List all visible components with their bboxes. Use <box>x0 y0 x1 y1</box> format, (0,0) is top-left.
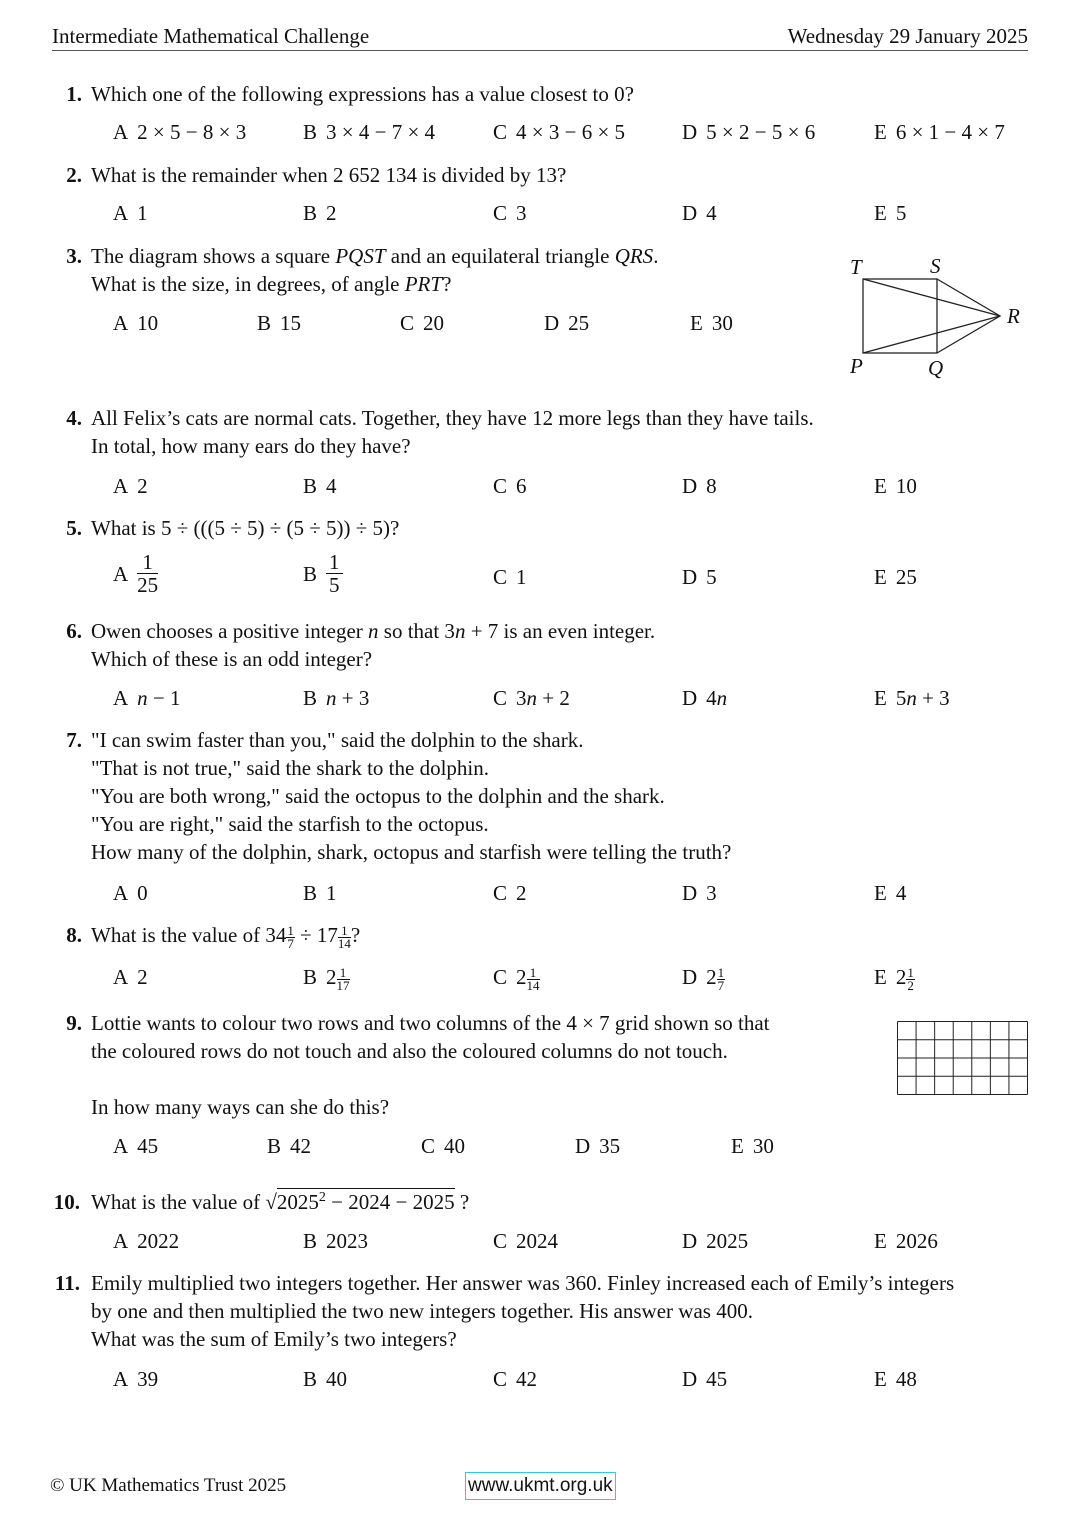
option-c: C 1 <box>493 565 527 589</box>
option-a: A $\frac{1}{25}$ <box>113 550 159 597</box>
label-p: P <box>850 354 863 378</box>
question-number: 11. <box>54 1271 80 1295</box>
question-number: 6. <box>66 619 82 643</box>
question-text: What is 5 ÷ (((5 ÷ 5) ÷ (5 ÷ 5)) ÷ 5)? <box>91 516 400 540</box>
option-e: E 2026 <box>874 1229 938 1253</box>
option-a: A 2 <box>113 474 148 498</box>
option-c: C 2 $\frac{1}{14}$ <box>493 964 540 993</box>
option-b: B 3 × 4 − 7 × 4 <box>303 120 436 144</box>
option-e: E 25 <box>874 565 917 589</box>
option-d: D 35 <box>575 1134 621 1158</box>
option-c: C 6 <box>493 474 527 498</box>
question-text: "I can swim faster than you," said the dolphin to the shark. "That is not true," said the shark to the dolphin. "You are both wrong," said the octopus to the dolphin and the shark. "You are right," said the starfish to the octopus. How many of the dolphin, shark, octopus and starfish were telling the truth? <box>91 728 732 864</box>
option-e: E 30 <box>731 1134 774 1158</box>
question-text: What is the value of 34 $\frac{1}{7}$ ÷ 17 $\frac{1}{14}$ ? <box>91 922 361 951</box>
question-number: 2. <box>66 163 82 187</box>
option-e: E 30 <box>690 311 733 335</box>
grid-4x7-diagram <box>897 1021 1028 1095</box>
option-a: A 0 <box>113 881 148 905</box>
footer-link[interactable]: www.ukmt.org.uk <box>465 1472 616 1500</box>
question-text: Emily multiplied two integers together. Her answer was 360. Finley increased each of Emily’s integers by one and then multiplied the two new integers together. His answer was 400. What was the sum of Emily’s two integers? <box>91 1271 955 1351</box>
option-a: A 2 <box>113 965 148 989</box>
option-e: E 4 <box>874 881 907 905</box>
option-d: D 5 <box>682 565 717 589</box>
question-number: 10. <box>53 1190 80 1214</box>
label-q: Q <box>928 356 944 380</box>
option-d: D 5 × 2 − 5 × 6 <box>682 120 816 144</box>
question-text: Lottie wants to colour two rows and two columns of the 4 × 7 grid shown so that the coloured rows do not touch and also the coloured columns do not touch. In how many ways can she do this? <box>91 1011 770 1119</box>
option-d: D 4n <box>682 686 728 710</box>
question-number: 8. <box>66 923 82 947</box>
option-a: A 45 <box>113 1134 159 1158</box>
option-c: C 42 <box>493 1367 538 1391</box>
question-text: Owen chooses a positive integer n so that 3n + 7 is an even integer. Which of these is an odd integer? <box>91 619 656 671</box>
square-triangle-diagram <box>840 252 1030 382</box>
option-b: B 40 <box>303 1367 348 1391</box>
triangle-qrs <box>937 279 1000 353</box>
label-t: T <box>850 255 862 279</box>
option-c: C 20 <box>400 311 445 335</box>
option-b: B 15 <box>257 311 302 335</box>
question-text: What is the value of $√2025^2 - 2024 - 2025$ ? <box>91 1190 470 1214</box>
option-e: E 6 × 1 − 4 × 7 <box>874 120 1005 144</box>
option-d: D 45 <box>682 1367 728 1391</box>
option-e: E 48 <box>874 1367 917 1391</box>
question-number: 7. <box>66 728 82 752</box>
question-number: 1. <box>66 82 82 106</box>
option-e: E 5n + 3 <box>874 686 950 710</box>
option-d: D 4 <box>682 201 717 225</box>
option-b: B 2023 <box>303 1229 369 1253</box>
option-a: A n − 1 <box>113 686 181 710</box>
question-number: 3. <box>66 244 82 268</box>
option-d: D 2 $\frac{1}{7}$ <box>682 964 725 993</box>
question-number: 4. <box>66 406 82 430</box>
question-text: What is the remainder when 2 652 134 is divided by 13? <box>91 163 567 187</box>
option-b: B 42 <box>267 1134 312 1158</box>
option-a: A 1 <box>113 201 148 225</box>
option-e: E 2 $\frac{1}{2}$ <box>874 964 914 993</box>
question-text: The diagram shows a square PQST and an equilateral triangle QRS. What is the size, in degrees, of angle PRT? <box>91 244 659 296</box>
option-a: A 2022 <box>113 1229 180 1253</box>
fraction: $\frac{1}{5}$ <box>326 551 343 596</box>
option-a: A 10 <box>113 311 159 335</box>
fraction: $\frac{1}{25}$ <box>137 550 159 597</box>
option-c: C 2024 <box>493 1229 559 1253</box>
option-d: D 2025 <box>682 1229 749 1253</box>
option-b: B 4 <box>303 474 337 498</box>
header-rule <box>52 50 1028 51</box>
segment-pr <box>863 316 1000 353</box>
header-title: Intermediate Mathematical Challenge <box>52 24 370 48</box>
option-e: E 5 <box>874 201 907 225</box>
option-d: D 8 <box>682 474 717 498</box>
question-number: 9. <box>66 1011 82 1035</box>
question-text: All Felix’s cats are normal cats. Together, they have 12 more legs than they have tails. In total, how many ears do they have? <box>91 406 814 458</box>
option-d: D 3 <box>682 881 717 905</box>
option-b: B 2 <box>303 201 337 225</box>
footer-copyright: © UK Mathematics Trust 2025 <box>50 1475 287 1496</box>
option-d: D 25 <box>544 311 590 335</box>
question-number: 5. <box>66 516 82 540</box>
option-a: A 39 <box>113 1367 159 1391</box>
option-c: C 40 <box>421 1134 466 1158</box>
option-c: C 3 <box>493 201 527 225</box>
option-c: C 4 × 3 − 6 × 5 <box>493 120 626 144</box>
option-c: C 3n + 2 <box>493 686 570 710</box>
option-c: C 2 <box>493 881 527 905</box>
segment-tr <box>863 279 1000 316</box>
label-s: S <box>930 254 941 278</box>
option-a: A 2 × 5 − 8 × 3 <box>113 120 247 144</box>
label-r: R <box>1007 304 1020 328</box>
question-text: Which one of the following expressions has a value closest to 0? <box>91 82 634 106</box>
option-b: B $\frac{1}{5}$ <box>303 551 343 596</box>
square-pqst <box>863 279 937 353</box>
header-date: Wednesday 29 January 2025 <box>787 24 1028 48</box>
option-b: B 2 $\frac{1}{17}$ <box>303 964 350 993</box>
option-b: B 1 <box>303 881 337 905</box>
option-e: E 10 <box>874 474 917 498</box>
option-b: B n + 3 <box>303 686 370 710</box>
